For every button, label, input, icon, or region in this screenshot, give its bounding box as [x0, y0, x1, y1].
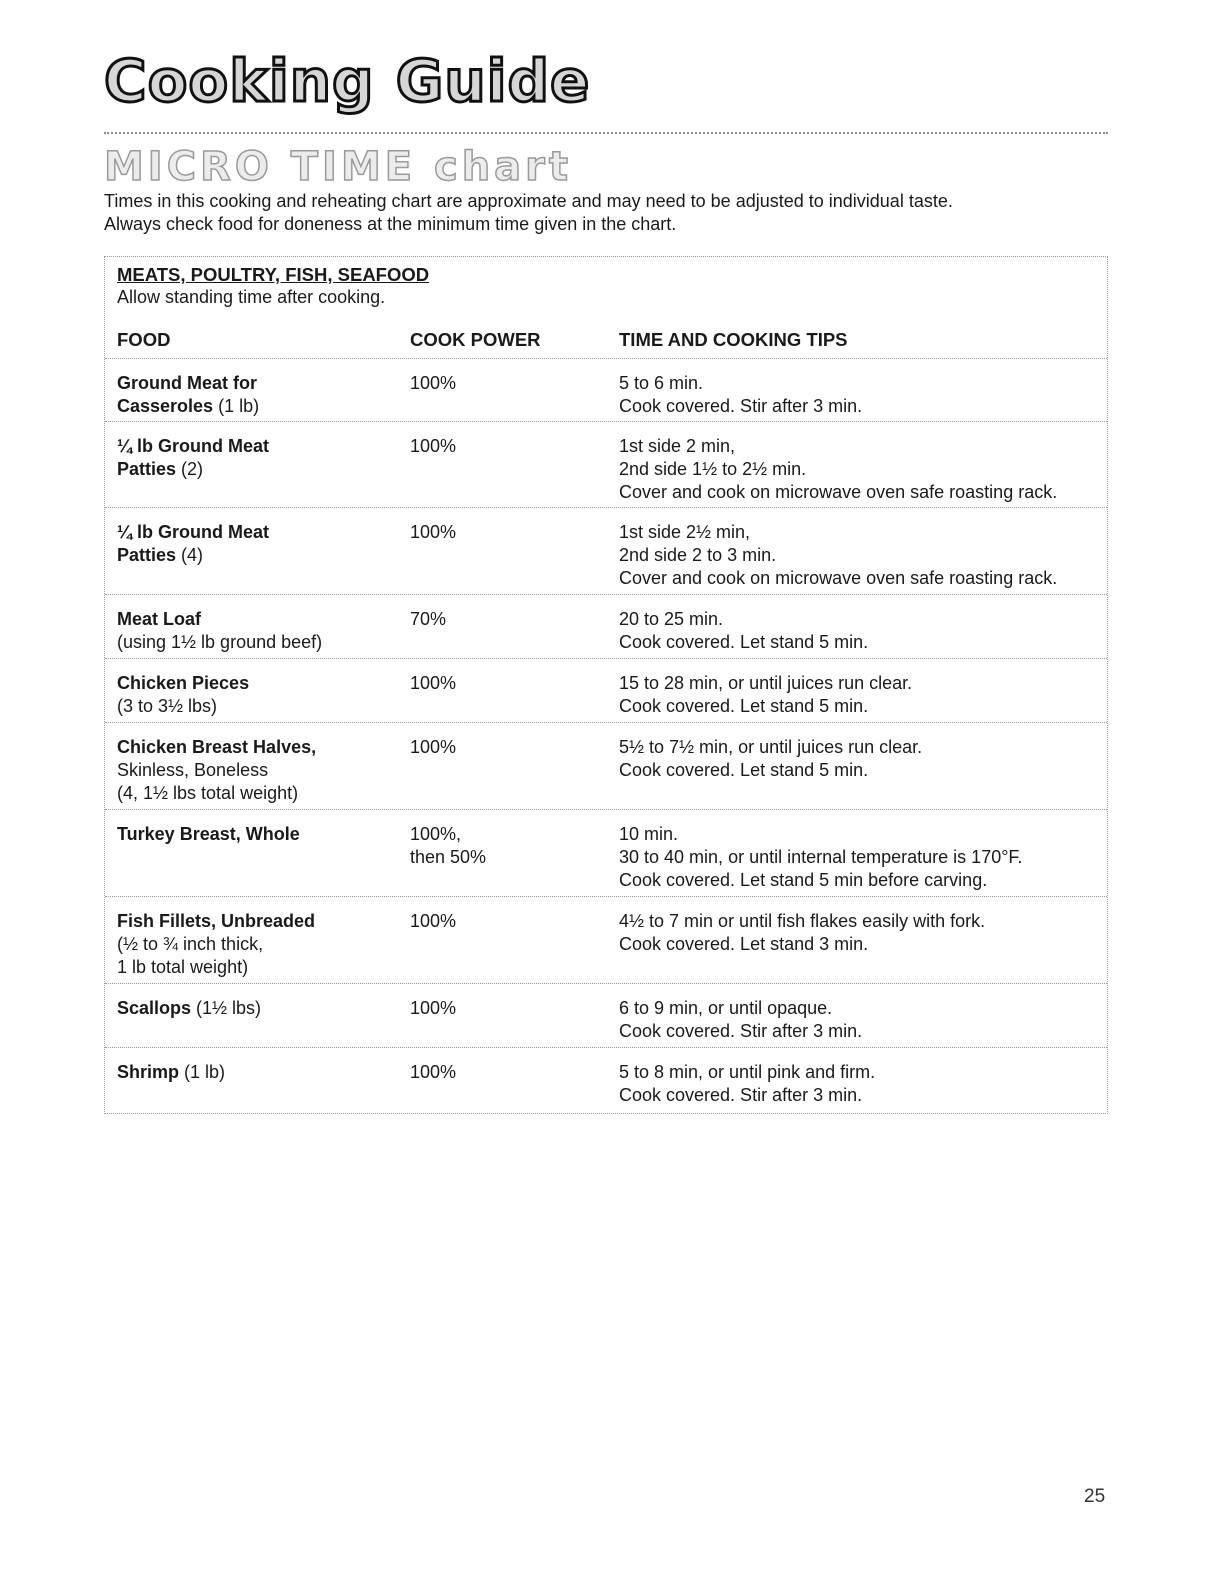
cook-power-cell — [410, 910, 610, 933]
food-name: Chicken Breast Halves, — [117, 737, 317, 757]
cook-power-cell — [410, 1061, 610, 1084]
cook-power-cell — [410, 435, 610, 458]
tip-line: 10 min. — [619, 824, 679, 844]
tips-cell — [619, 521, 1105, 590]
cook-power-cell — [410, 736, 610, 759]
food-detail: (1 lb) — [213, 396, 260, 416]
tips-cell — [619, 372, 1105, 418]
tip-line: Cover and cook on microwave oven safe roasting rack. — [619, 568, 1058, 588]
tip-line: Cover and cook on microwave oven safe roasting rack. — [619, 482, 1058, 502]
food-cell — [117, 1061, 402, 1084]
meats-section-table — [104, 256, 1108, 1114]
tips-cell — [619, 736, 1105, 782]
cook-power: then 50% — [410, 847, 487, 867]
chart-subtitle: MICRO TIME chart — [104, 144, 573, 190]
food-detail: (2) — [176, 459, 204, 479]
cook-power: 70% — [410, 609, 447, 629]
food-name: ¼ lb Ground Meat — [117, 436, 270, 456]
food-name: Patties — [117, 545, 177, 565]
tip-line: 1st side 2 min, — [619, 436, 736, 456]
cook-power: 100% — [410, 911, 457, 931]
cook-power-cell — [410, 521, 610, 544]
cook-power: 100% — [410, 673, 457, 693]
food-cell — [117, 521, 402, 567]
tip-line: 2nd side 2 to 3 min. — [619, 545, 777, 565]
cook-power-cell — [410, 672, 610, 695]
cook-power: 100% — [410, 436, 457, 456]
cook-power: 100% — [410, 998, 457, 1018]
page-number: 25 — [1084, 1486, 1106, 1507]
food-cell — [117, 672, 402, 718]
cook-power: 100% — [410, 522, 457, 542]
food-name: Fish Fillets, Unbreaded — [117, 911, 316, 931]
table-row — [105, 896, 1107, 983]
cook-power-cell — [410, 997, 610, 1020]
cook-power: 100% — [410, 373, 457, 393]
food-cell — [117, 608, 402, 654]
tip-line: 1st side 2½ min, — [619, 522, 751, 542]
tip-line: Cook covered. Let stand 5 min before carving. — [619, 870, 988, 890]
food-name: Turkey Breast, Whole — [117, 824, 300, 844]
food-detail: 1 lb total weight) — [117, 957, 249, 977]
cook-power: 100%, — [410, 824, 462, 844]
food-detail: (1½ lbs) — [191, 998, 262, 1018]
table-row — [105, 658, 1107, 722]
tip-line: Cook covered. Let stand 3 min. — [619, 934, 869, 954]
table-row — [105, 809, 1107, 896]
section-note: Allow standing time after cooking. — [117, 287, 386, 307]
column-headers — [105, 329, 1107, 353]
food-detail: Skinless, Boneless — [117, 760, 269, 780]
food-name: Casseroles — [117, 396, 214, 416]
food-detail: (½ to ¾ inch thick, — [117, 934, 264, 954]
food-detail: (1 lb) — [179, 1062, 226, 1082]
tip-line: Cook covered. Stir after 3 min. — [619, 1085, 863, 1105]
intro-text — [104, 190, 1104, 236]
food-detail: (4, 1½ lbs total weight) — [117, 783, 299, 803]
intro-line: Always check food for doneness at the minimum time given in the chart. — [104, 214, 677, 234]
table-row — [105, 421, 1107, 507]
tip-line: 15 to 28 min, or until juices run clear. — [619, 673, 913, 693]
cook-power: 100% — [410, 1062, 457, 1082]
tips-cell — [619, 672, 1105, 718]
tip-line: Cook covered. Let stand 5 min. — [619, 632, 869, 652]
tips-cell — [619, 1061, 1105, 1107]
food-cell — [117, 823, 402, 846]
food-detail: (3 to 3½ lbs) — [117, 696, 218, 716]
cook-power: 100% — [410, 737, 457, 757]
tip-line: Cook covered. Let stand 5 min. — [619, 760, 869, 780]
food-name: ¼ lb Ground Meat — [117, 522, 270, 542]
tips-cell — [619, 608, 1105, 654]
tip-line: 20 to 25 min. — [619, 609, 724, 629]
tip-line: 5½ to 7½ min, or until juices run clear. — [619, 737, 923, 757]
title-divider — [104, 132, 1108, 134]
column-header-time-tips: TIME AND COOKING TIPS — [619, 329, 848, 350]
food-name: Meat Loaf — [117, 609, 202, 629]
tips-cell — [619, 823, 1105, 892]
column-header-cook-power: COOK POWER — [410, 329, 541, 350]
food-cell — [117, 435, 402, 481]
intro-line: Times in this cooking and reheating chart are approximate and may need to be adjusted to individual taste. — [104, 191, 953, 211]
tip-line: Cook covered. Stir after 3 min. — [619, 396, 863, 416]
tip-line: 6 to 9 min, or until opaque. — [619, 998, 833, 1018]
column-header-food: FOOD — [117, 329, 171, 350]
cook-power-cell — [410, 608, 610, 631]
tip-line: 5 to 6 min. — [619, 373, 704, 393]
tip-line: Cook covered. Let stand 5 min. — [619, 696, 869, 716]
tips-cell — [619, 910, 1105, 956]
food-name: Patties — [117, 459, 177, 479]
page-title: Cooking Guide — [104, 47, 591, 115]
food-name: Ground Meat for — [117, 373, 257, 393]
table-row — [105, 1047, 1107, 1114]
tips-cell — [619, 997, 1105, 1043]
tip-line: 30 to 40 min, or until internal temperature is 170°F. — [619, 847, 1023, 867]
section-header — [117, 263, 429, 309]
food-detail: (using 1½ lb ground beef) — [117, 632, 323, 652]
food-name: Shrimp — [117, 1062, 180, 1082]
tip-line: 4½ to 7 min or until fish flakes easily with fork. — [619, 911, 986, 931]
food-cell — [117, 372, 402, 418]
cook-power-cell — [410, 372, 610, 395]
food-name: Scallops — [117, 998, 192, 1018]
table-row — [105, 594, 1107, 658]
cook-power-cell — [410, 823, 610, 869]
food-cell — [117, 910, 402, 979]
section-heading: MEATS, POULTRY, FISH, SEAFOOD — [117, 264, 430, 285]
food-cell — [117, 997, 402, 1020]
table-row — [105, 983, 1107, 1047]
table-row — [105, 507, 1107, 594]
food-cell — [117, 736, 402, 805]
food-detail: (4) — [176, 545, 204, 565]
food-name: Chicken Pieces — [117, 673, 250, 693]
table-row — [105, 722, 1107, 809]
tip-line: 5 to 8 min, or until pink and firm. — [619, 1062, 876, 1082]
tips-cell — [619, 435, 1105, 504]
table-row — [105, 358, 1107, 421]
tip-line: 2nd side 1½ to 2½ min. — [619, 459, 807, 479]
tip-line: Cook covered. Stir after 3 min. — [619, 1021, 863, 1041]
